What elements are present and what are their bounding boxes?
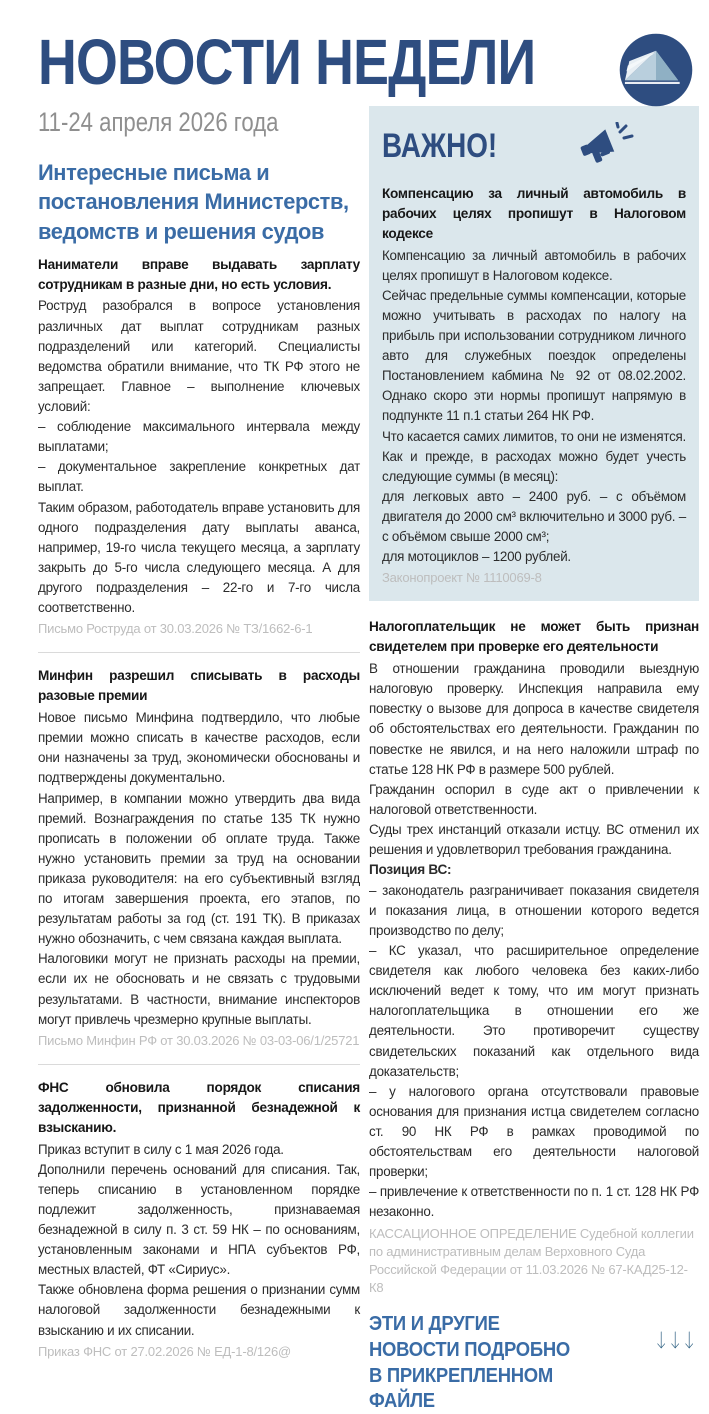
right-column	[369, 106, 699, 1414]
article-paragraph: Налоговики могут не признать расходы на премии, если их не обосновать и не связать с трудовыми результатами. В частности, внимание инспекторов могут привлечь чрезмерно крупные выплаты.	[38, 951, 360, 1027]
footer	[369, 1311, 699, 1414]
article-paragraph: Суды трех инстанций отказали истцу. ВС отменил их решения и удовлетворил требования гражданина.	[369, 822, 699, 858]
content-columns	[0, 106, 709, 1414]
vs-position-subheading: Позиция ВС:	[369, 862, 452, 878]
article-paragraph: – соблюдение максимального интервала между выплатами;	[38, 419, 360, 455]
bullet-item: – КС указал, что расширительное определение свидетеля как любого человека без каких-либо исключений ведет к тому, что им могут признать налогоплательщика в отношении его же деятельности. Это противоречит существу свидетельских показаний как отдельного вида доказательств;	[369, 942, 699, 1079]
page-header	[0, 0, 709, 102]
page-title: НОВОСТИ НЕДЕЛИ	[38, 26, 536, 98]
footer-note: ЭТИ И ДРУГИЕ НОВОСТИ ПОДРОБНО В ПРИКРЕПЛЕННОМ ФАЙЛЕ	[369, 1312, 570, 1413]
article-paragraph: Компенсацию за личный автомобиль в рабочих целях пропишут в Налоговом кодексе.	[382, 247, 686, 283]
issue-date: 11-24 апреля 2026 года	[38, 107, 279, 137]
section-divider	[38, 1064, 360, 1065]
article-paragraph: Таким образом, работодатель вправе установить для одного подразделения дату выплаты аванса, например, 19-го числа текущего месяца, а зарплату закрыть до 5-го числа следующего месяца. А для другого подразделения – 22-го и 7-го числа соответственно.	[38, 499, 360, 616]
article-salary-dates	[38, 255, 360, 639]
important-box-header	[382, 122, 686, 170]
article-paragraph: Также обновлена форма решения о признании сумм налоговой задолженности безнадежными к взысканию и их списании.	[38, 1282, 360, 1338]
company-prism-logo-icon	[619, 33, 693, 107]
article-title: Минфин разрешил списывать в расходы разовые премии	[38, 668, 360, 704]
left-column	[38, 106, 360, 1361]
important-box	[369, 106, 699, 601]
article-paragraph: Сейчас предельные суммы компенсации, которые можно учитывать в расходах по налогу на прибыль при использовании сотрудником личного авто для служебных поездок определены Постановлением кабмина № 92 от 08.02.2002. Однако скоро эти нормы пропишут напрямую в подпункте 11 п.1 статьи 264 НК РФ.	[382, 287, 686, 424]
article-source: Приказ ФНС от 27.02.2026 № ЕД-1-8/126@	[38, 1343, 291, 1359]
megaphone-icon	[574, 122, 636, 170]
section-divider	[38, 652, 360, 653]
article-source: КАССАЦИОННОЕ ОПРЕДЕЛЕНИЕ Судебной коллегии по административным делам Верховного Суда Российской Федерации от 11.03.2026 № 67-КАД25-12-К8	[369, 1225, 694, 1296]
article-paragraph: Что касается самих лимитов, то они не изменятся. Как и прежде, в расходах можно будет учесть следующие суммы (в месяц):	[382, 428, 687, 484]
left-section-heading: Интересные письма и постановления Министерств, ведомств и решения судов	[38, 159, 349, 245]
article-paragraph: В отношении гражданина проводили выездную налоговую проверку. Инспекция направила ему повестку о вызове для допроса в качестве свидетеля об обстоятельствах его деятельности. Гражданин по повестке не явился, и на него наложили штраф по статье 128 НК РФ в размере 500 рублей.	[369, 661, 699, 777]
article-paragraph: Дополнили перечень оснований для списания. Так, теперь списанию в установленном порядке подлежит задолженность, признаваемая безнадежной в силу п. 3 ст. 59 НК – по основаниям, установленным законами и НПА субъектов РФ, местных властей, ФТ «Сириус».	[38, 1161, 360, 1278]
article-source: Законопроект № 1110069-8	[382, 570, 542, 586]
down-arrows-icon	[657, 1313, 699, 1369]
article-paragraph: Новое письмо Минфина подтвердило, что любые премии можно списать в качестве расходов, если они назначены за труд, экономически обоснованы и подтверждены документально.	[38, 710, 360, 786]
important-article	[382, 184, 686, 587]
bullet-item: – привлечение к ответственности по п. 1 ст. 128 НК РФ незаконно.	[369, 1184, 699, 1220]
article-paragraph: – документальное закрепление конкретных дат выплат.	[38, 459, 360, 495]
article-source: Письмо Роструда от 30.03.2026 № ТЗ/1662-6-1	[38, 621, 313, 637]
article-fns-debt	[38, 1078, 360, 1361]
article-title: ФНС обновила порядок списания задолженности, признанной безнадежной к взысканию.	[38, 1080, 360, 1135]
article-taxpayer-witness	[369, 617, 699, 1297]
article-title: Наниматели вправе выдавать зарплату сотрудникам в разные дни, но есть условия.	[38, 256, 360, 292]
article-paragraph: Роструд разобрался в вопросе установления различных дат выплат сотрудникам разных подразделений или категорий. Специалисты ведомства обратили внимание, что ТК РФ этого не запрещает. Главное – выполнение ключевых условий:	[38, 298, 360, 414]
bullet-item: – законодатель разграничивает показания свидетеля и показания лица, в отношении которого ведется производство по делу;	[369, 882, 699, 938]
article-minfin-bonuses	[38, 666, 360, 1050]
article-paragraph: для мотоциклов – 1200 рублей.	[382, 549, 571, 565]
article-paragraph: Приказ вступит в силу с 1 мая 2026 года.	[38, 1141, 284, 1157]
bullet-item: – у налогового органа отсутствовали правовые основания для признания истца свидетелем согласно ст. 90 НК РФ в рамках проводимой по обстоятельствам его деятельности налоговой проверки;	[369, 1083, 699, 1180]
important-label: ВАЖНО!	[382, 127, 498, 165]
article-paragraph: для легковых авто – 2400 руб. – с объёмом двигателя до 2000 см³ включительно и 3000 руб. – с объёмом свыше 2000 см³;	[382, 488, 686, 545]
article-paragraph: Гражданин оспорил в суде акт о привлечении к налоговой ответственности.	[369, 781, 699, 817]
article-title: Налогоплательщик не может быть признан свидетелем при проверке его деятельности	[369, 619, 699, 655]
article-title: Компенсацию за личный автомобиль в рабочих целях пропишут в Налоговом кодексе	[382, 186, 686, 241]
article-paragraph: Например, в компании можно утвердить два вида премий. Вознаграждения по статье 135 ТК нужно прописать в положении об оплате труда. Также нужно установить премии за труд на основании приказа руководителя: на его субъективный взгляд по итогам завершения проекта, его этапов, по результатам работы за год (ст. 191 ТК). В приказах нужно обозначить, с чем связана каждая выплата.	[38, 790, 360, 947]
article-source: Письмо Минфин РФ от 30.03.2026 № 03-03-06/1/25721	[38, 1032, 360, 1048]
